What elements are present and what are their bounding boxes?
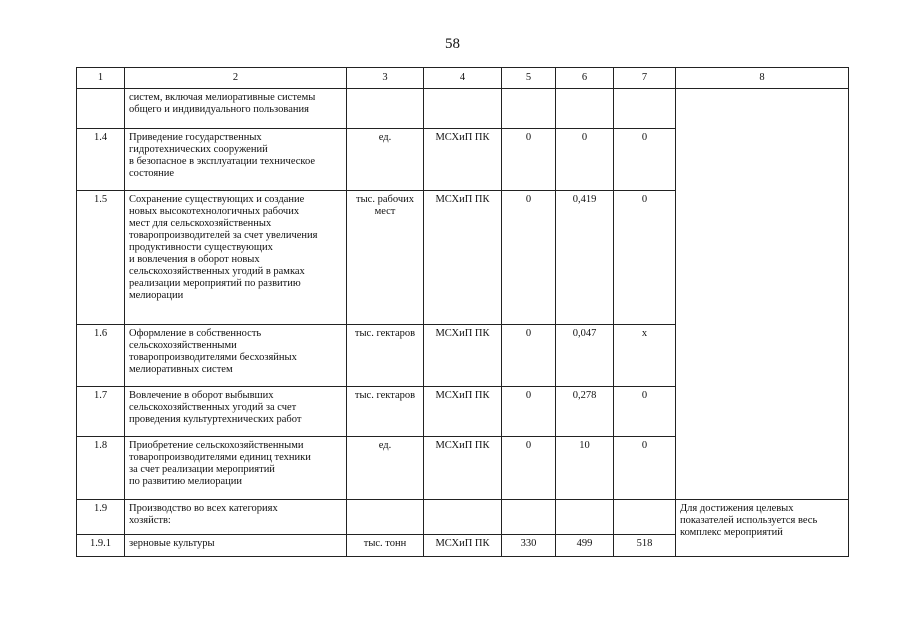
- value-col7: 0: [614, 129, 676, 191]
- header-cell: 6: [556, 68, 614, 89]
- header-cell: 8: [676, 68, 849, 89]
- header-cell: 3: [347, 68, 424, 89]
- indicators-table: [76, 67, 849, 557]
- row-number: 1.4: [77, 129, 125, 191]
- header-row: [77, 68, 849, 89]
- indicator-name: Вовлечение в оборот выбывших сельскохозяйственных угодий за счет проведения культуртехнических работ: [125, 387, 347, 437]
- page-number: 58: [445, 36, 460, 52]
- row-number: 1.7: [77, 387, 125, 437]
- value-col6: [556, 500, 614, 535]
- value-col5: 0: [502, 325, 556, 387]
- indicator-name: систем, включая мелиоративные системы общего и индивидуального пользования: [125, 89, 347, 129]
- unit: тыс. тонн: [347, 535, 424, 557]
- column8-note: Для достижения целевых показателей используется весь комплекс мероприятий: [676, 500, 849, 557]
- table-row: [77, 500, 849, 535]
- value-col7: 0: [614, 387, 676, 437]
- unit: тыс. гектаров: [347, 325, 424, 387]
- value-col7: 0: [614, 191, 676, 325]
- value-col5: 0: [502, 191, 556, 325]
- indicator-name: Производство во всех категориях хозяйств:: [125, 500, 347, 535]
- row-number: 1.8: [77, 437, 125, 500]
- source: МСХиП ПК: [424, 129, 502, 191]
- value-col5: [502, 500, 556, 535]
- indicator-name: зерновые культуры: [125, 535, 347, 557]
- source: [424, 500, 502, 535]
- table-row: [77, 89, 849, 129]
- value-col6: 0,047: [556, 325, 614, 387]
- source: МСХиП ПК: [424, 387, 502, 437]
- header-cell: 4: [424, 68, 502, 89]
- row-number: 1.6: [77, 325, 125, 387]
- unit: тыс. гектаров: [347, 387, 424, 437]
- indicator-name: Оформление в собственность сельскохозяйственными товаропроизводителями бесхозяйных мелиоративных систем: [125, 325, 347, 387]
- indicator-name: Приведение государственных гидротехнических сооружений в безопасное в эксплуатации техническое состояние: [125, 129, 347, 191]
- source: МСХиП ПК: [424, 437, 502, 500]
- value-col7: [614, 89, 676, 129]
- value-col6: 10: [556, 437, 614, 500]
- header-cell: 1: [77, 68, 125, 89]
- header-cell: 2: [125, 68, 347, 89]
- indicator-name: Сохранение существующих и создание новых высокотехнологичных рабочих мест для сельскохозяйственных товаропроизводителей за счет увеличения продуктивности существующих и вовлечения в оборот новых сельскохозяйственных угодий в рамках реализации мероприятий по развитию мелиорации: [125, 191, 347, 325]
- value-col6: 0: [556, 129, 614, 191]
- unit: ед.: [347, 437, 424, 500]
- value-col5: 330: [502, 535, 556, 557]
- source: МСХиП ПК: [424, 191, 502, 325]
- value-col5: 0: [502, 387, 556, 437]
- value-col7: 518: [614, 535, 676, 557]
- row-number: 1.5: [77, 191, 125, 325]
- column8-empty: [676, 89, 849, 500]
- value-col6: 0,278: [556, 387, 614, 437]
- source: МСХиП ПК: [424, 325, 502, 387]
- unit: тыс. рабочих мест: [347, 191, 424, 325]
- value-col6: [556, 89, 614, 129]
- value-col6: 499: [556, 535, 614, 557]
- value-col5: 0: [502, 437, 556, 500]
- row-number: 1.9: [77, 500, 125, 535]
- unit: ед.: [347, 129, 424, 191]
- value-col7: х: [614, 325, 676, 387]
- header-cell: 5: [502, 68, 556, 89]
- source: МСХиП ПК: [424, 535, 502, 557]
- value-col7: [614, 500, 676, 535]
- header-cell: 7: [614, 68, 676, 89]
- row-number: [77, 89, 125, 129]
- value-col5: 0: [502, 129, 556, 191]
- value-col5: [502, 89, 556, 129]
- unit: [347, 89, 424, 129]
- unit: [347, 500, 424, 535]
- source: [424, 89, 502, 129]
- indicator-name: Приобретение сельскохозяйственными товаропроизводителями единиц техники за счет реализации мероприятий по развитию мелиорации: [125, 437, 347, 500]
- row-number: 1.9.1: [77, 535, 125, 557]
- value-col7: 0: [614, 437, 676, 500]
- value-col6: 0,419: [556, 191, 614, 325]
